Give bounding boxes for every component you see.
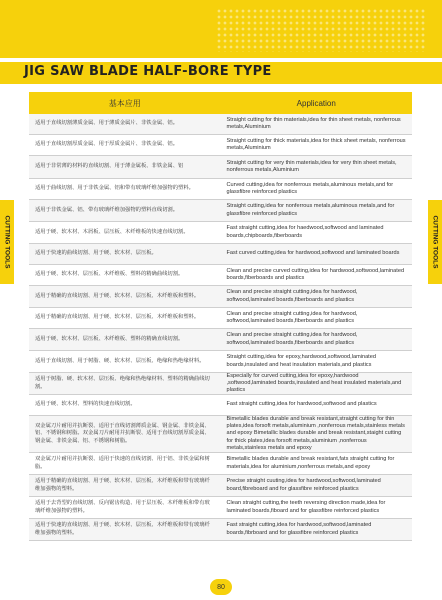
cell-en: Straight cutting for thin materials,idea for thin sheet metals, nonferrous metals,Aluminium	[226, 116, 401, 130]
cell-en: Straight cutting,idea for epoxy,hardwood,softwood,laminated boards,insulated and heat insulation materials,and plastics	[226, 354, 376, 368]
table-row	[29, 497, 412, 519]
cell-en: Bimetallic blades durable and break resistant,straight cutting for thin plates,idea forsoft metals,aluminium ,nonferrous metals,stainless metals and epoxy Bimetallic blades durable and break resistant,staight cutting for thick plates,idea forsoft metals,aluminium ,nonferrous metals,stainless metals and epoxy	[226, 416, 405, 451]
cell-cn: 适用于直线切割薄质金属、用于薄质金属片、非铁金属、铝。	[35, 120, 179, 127]
page-title: JIG SAW BLADE HALF-BORE TYPE	[24, 64, 272, 79]
table-row	[29, 156, 412, 179]
cell-en: Clean and precise curved cutting,idea for hardwood,softwood,laminated boards,fiberboards and plastics	[226, 267, 405, 281]
side-tab-right-label: CUTTING TOOLS	[431, 215, 439, 269]
cell-cn: 适用于硬、软木材、木屑板、层压板、木纤维板的快速直线切割。	[35, 228, 189, 235]
cell-en: Clean and precise straight cutting,idea for hardwood, softwood,laminated boards,fiberboards and plastics	[226, 332, 358, 346]
cell-cn: 双金属刀片耐用并抗断裂、适用于直线切割薄质金属、钢金属、非铁金属、铝、不锈钢和树脂。双金属刀片耐用并抗断裂、适用于直线切割厚质金属、钢金属、非铁金属、铝、不锈钢和树脂。	[35, 423, 210, 444]
cell-en: Straight cutting for thick materials,idea for thick sheet metals, nonferrous metals,Aluminium	[226, 137, 406, 151]
cell-cn: 双金属刀片耐用并抗断裂、适用于快速的直线切割、用于铝、非铁金属和树脂。	[35, 456, 210, 470]
cell-en: Bimetallic blades durable and break resistant,fats straight cutting for materials,idea for aluminium,nonferrous metals,and epoxy	[226, 456, 395, 470]
cell-en: Straight cutting,idea for nonferrous metals,aluminous metals,and for glassfibre reinforced plastics	[226, 203, 395, 217]
application-table	[29, 92, 412, 541]
cell-cn: 适用于去背型的直线切割、反向锯齿构造、用于层压板、木纤维板和带有玻璃纤维加强物的塑料。	[35, 500, 210, 514]
side-tab-right	[428, 200, 442, 284]
cell-cn: 适用于精确的直线切割、用于硬、软木材、层压板、木纤维板和带有玻璃纤维加强物的塑料。	[35, 478, 210, 492]
cell-en: Straight cutting for very thin materials,idea for very thin sheet metals, nonferrous metals,Aluminium	[226, 159, 397, 173]
cell-en: Fast straight cutting,idea for hardwood,softwood and plastics	[226, 401, 377, 408]
cell-cn: 适用于精确的直线切割、用于硬、软木材、层压板、木纤维板和塑料。	[35, 314, 200, 321]
table-body	[29, 114, 412, 541]
page-number: 80	[210, 579, 232, 595]
cell-cn: 适用于快速的曲线切割、用于硬、软木材、层压板。	[35, 250, 157, 257]
cell-en: Fast curved cutting,idea for hardwood,softwood and laminated boards	[226, 250, 400, 257]
table-row	[29, 222, 412, 244]
header-cn: 基本应用	[108, 98, 141, 108]
side-tab-left	[0, 200, 14, 284]
cell-en: Fast straight cutting,idea for hardwood,softwood,laminated boards,fibrboard and for glassfibre reinforced plastics	[226, 522, 372, 536]
table-row	[29, 395, 412, 416]
header-en: Application	[296, 98, 336, 108]
table-row	[29, 373, 412, 395]
table-row	[29, 329, 412, 351]
top-banner	[0, 0, 442, 58]
table-row	[29, 244, 412, 265]
cell-cn: 适用于直线切割厚质金属、用于厚质金属片、非铁金属、铝。	[35, 141, 179, 148]
table-row	[29, 453, 412, 475]
table-header	[29, 92, 412, 114]
table-row	[29, 265, 412, 286]
cell-en: Clean and precise straight cutting,idea for hardwood, softwood,laminated boards,fiberboards and plastics	[226, 289, 358, 303]
table-row	[29, 179, 412, 200]
table-row	[29, 114, 412, 135]
table-row	[29, 308, 412, 329]
table-row	[29, 135, 412, 156]
table-row	[29, 475, 412, 497]
cell-cn: 适用于曲线切割、用于非铁金属、铝和带有玻璃纤维加强物的塑料。	[35, 185, 194, 192]
cell-cn: 适用于硬、软木材、层压板、木纤维板、塑料的精确直线切割。	[35, 335, 184, 342]
cell-en: Fast straight cutting,idea for haedwood,softwood and laminated boards,chipboards,fiberboards	[226, 225, 384, 239]
side-tab-left-label: CUTTING TOOLS	[3, 215, 11, 269]
cell-cn: 适用于直线切割、用于树脂、硬、软木材、层压板、绝缘和热绝缘材料。	[35, 357, 205, 364]
cell-cn: 适用于非常薄的材料的直线切割、用于薄金属板、非铁金属、铝	[35, 163, 184, 170]
table-row	[29, 351, 412, 373]
cell-en: Curved cutting,idea for nonferrous metals,aluminous metals,and for glassfibre reinforced plastics	[226, 181, 394, 195]
cell-cn: 适用于快速的直线切割、用于硬、软木材、层压板、木纤维板和带有玻璃纤维加强物的塑料。	[35, 522, 210, 536]
table-row	[29, 200, 412, 222]
cell-cn: 适用于硬、软木材、塑料的快速直线切割。	[35, 401, 136, 408]
cell-cn: 适用于精确的直线切割、用于硬、软木材、层压板、木纤维板和塑料。	[35, 292, 200, 299]
cell-cn: 适用于非铁金属、铝、带有玻璃纤维加强物的塑料直线切割。	[35, 206, 179, 213]
cell-cn: 适用于树脂、硬、软木材、层压板、绝缘和热绝缘材料、塑料的精确曲线切割。	[35, 376, 210, 390]
cell-en: Especially for curved cutting,idea for epoxy,hardwood ,softwood,laminated boards,insulated and heat insulated materials,and plastics	[226, 372, 402, 394]
cell-en: Clean and precise straight cutting,idea for hardwood, softwood,laminated boards,fiberboards and plastics	[226, 310, 358, 324]
table-row	[29, 286, 412, 308]
cell-cn: 适用于硬、软木材、层压板、木纤维板、塑料的精确曲线切割。	[35, 271, 184, 278]
table-row	[29, 416, 412, 453]
cell-en: Precise straight cuuting,idea for hardwood,softwood,laminated board,fibreboard and for glassfibre reinforced plastics	[226, 478, 381, 492]
cell-en: Clean straight cutting,the teeth reversing direction made,idea for laminated boards,fiboard and for glassfibre reinforced plastics	[226, 500, 386, 514]
dot-pattern	[216, 8, 426, 52]
table-row	[29, 519, 412, 541]
